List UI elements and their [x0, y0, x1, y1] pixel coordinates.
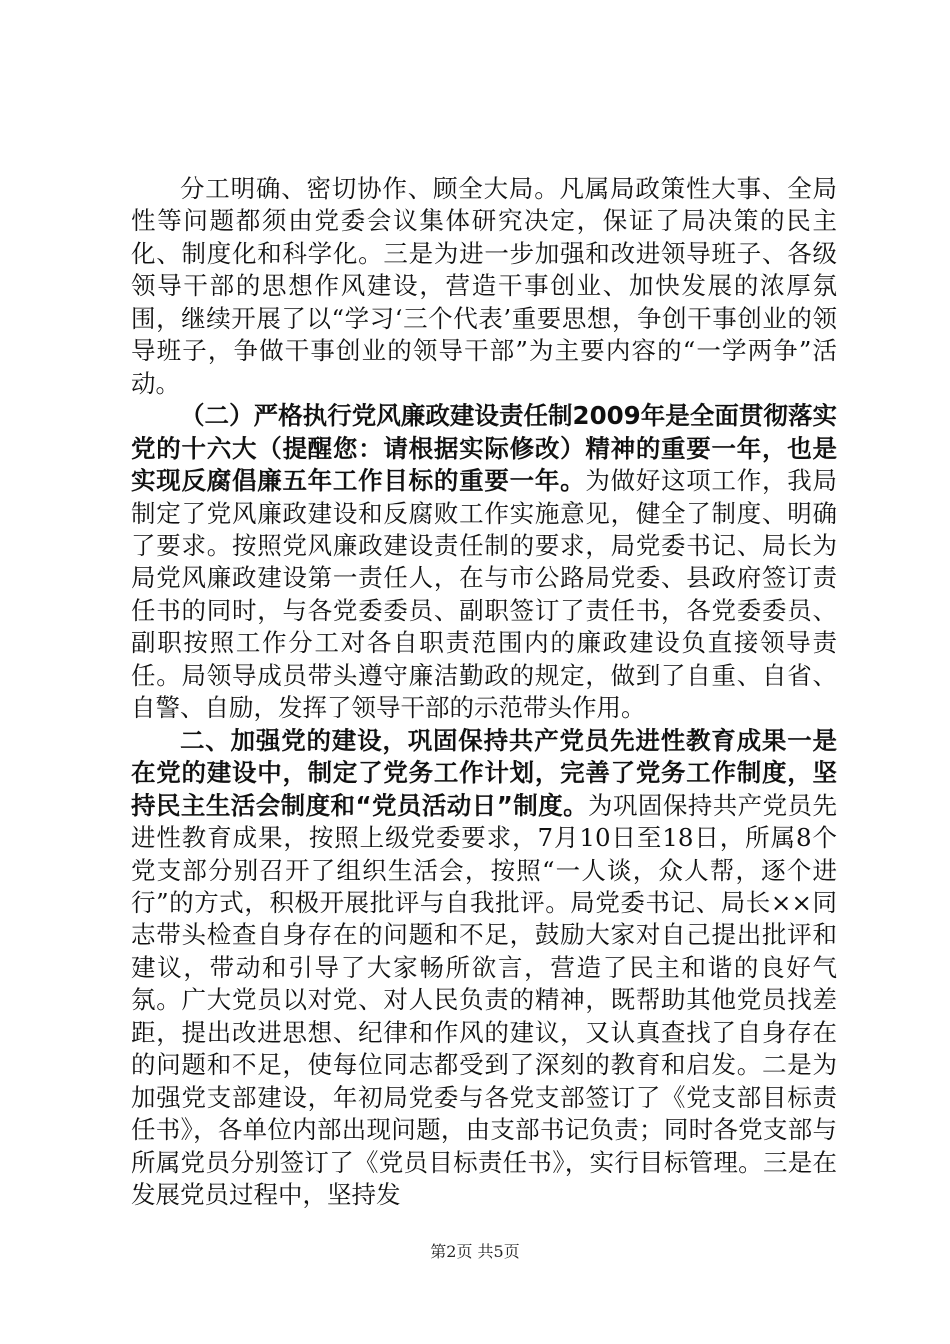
paragraph-2-heading: （二）严格执行党风廉政建设责任制2009年是全面贯彻落实党的十六大（提醒您：请根据实际修改）精神的重要一年，也是实现反腐倡廉五年工作目标的重要一年。: [131, 401, 837, 496]
paragraph-1: [131, 173, 837, 400]
paragraph-3-heading: 二、加强党的建设，巩固保持共产党员先进性教育成果一是在党的建设中，制定了党务工作计划，完善了党务工作制度，坚持民主生活会制度和“党员活动日”制度。: [131, 725, 837, 820]
paragraph-2: [131, 400, 837, 725]
paragraph-3: [131, 725, 837, 1212]
paragraph-3-text: 为巩固保持共产党员先进性教育成果，按照上级党委要求，7月10日至18日，所属8个党支部分别召开了组织生活会，按照“一人谈，众人帮，逐个进行”的方式，积极开展批评与自我批评。局党委书记、局长××同志带头检查自身存在的问题和不足，鼓励大家对自己提出批评和建议，带动和引导了大家畅所欲言，营造了民主和谐的良好气氛。广大党员以对党、对人民负责的精神，既帮助其他党员找差距，提出改进思想、纪律和作风的建议，又认真查找了自身存在的问题和不足，使每位同志都受到了深刻的教育和启发。二是为加强党支部建设，年初局党委与各党支部签订了《党支部目标责任书》，各单位内部出现问题，由支部书记负责；同时各党支部与所属党员分别签订了《党员目标责任书》，实行目标管理。三是在发展党员过程中，坚持发: [131, 790, 837, 1210]
body-text: [131, 173, 837, 1212]
page-footer: 第2页 共5页: [430, 1242, 520, 1261]
paragraph-1-text: 分工明确、密切协作、顾全大局。凡属局政策性大事、全局性等问题都须由党委会议集体研究决定，保证了局决策的民主化、制度化和科学化。三是为进一步加强和改进领导班子、各级领导干部的思想作风建设，营造干事创业、加快发展的浓厚氛围，继续开展了以“学习‘三个代表’重要思想，争创干事创业的领导班子，争做干事创业的领导干部”为主要内容的“一学两争”活动。: [131, 174, 837, 398]
paragraph-2-text: 为做好这项工作，我局制定了党风廉政建设和反腐败工作实施意见，健全了制度、明确了要求。按照党风廉政建设责任制的要求，局党委书记、局长为局党风廉政建设第一责任人，在与市公路局党委、县政府签订责任书的同时，与各党委委员、副职签订了责任书，各党委委员、副职按照工作分工对各自职责范围内的廉政建设负直接领导责任。局领导成员带头遵守廉洁勤政的规定，做到了自重、自省、自警、自励，发挥了领导干部的示范带头作用。: [131, 466, 838, 723]
